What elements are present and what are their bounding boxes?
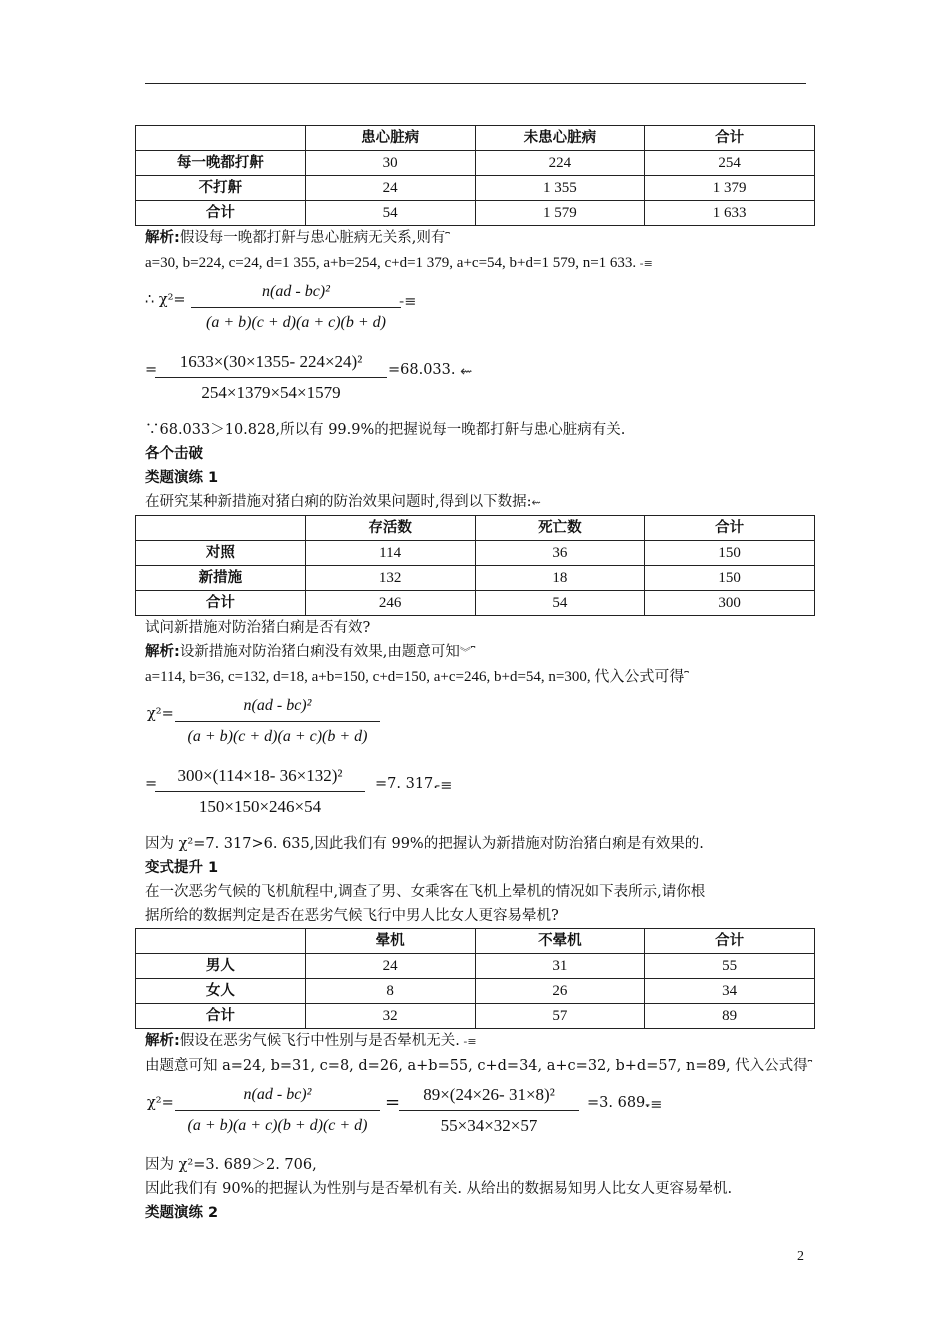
return-mark-icon: -≡ [435, 778, 453, 794]
table-header-cell: 合计 [645, 126, 815, 151]
page-content [135, 125, 815, 1225]
table-cell: 246 [305, 591, 475, 616]
row-label: 不打鼾 [136, 176, 306, 201]
table-header-cell: 合计 [645, 516, 815, 541]
table-dysentery [135, 515, 815, 616]
table-cell: 55 [645, 954, 815, 979]
return-mark-icon: ⇜ [531, 496, 541, 509]
solution1-intro [145, 226, 815, 251]
solution-text: 设新措施对防治猪白痢没有效果,由题意可知 [179, 644, 460, 660]
solution-text: 假设每一晚都打鼾与患心脏病无关系,则有 [179, 230, 446, 246]
table-row [136, 176, 815, 201]
header-rule [145, 83, 806, 84]
row-label: 每一晚都打鼾 [136, 151, 306, 176]
formula-numerator: n(ad - bc)² [191, 280, 401, 308]
table-cell: 224 [475, 151, 645, 176]
section-heading: 各个击破 [145, 446, 203, 462]
exercise1-ask: 试问新措施对防治猪白痢是否有效? [145, 620, 371, 636]
variant1-question-line1: 在一次恶劣气候的飞机航程中,调查了男、女乘客在飞机上晕机的情况如下表所示,请你根 [145, 884, 706, 900]
row-label: 合计 [136, 201, 306, 226]
table-heart-disease [135, 125, 815, 226]
table-cell: 24 [305, 954, 475, 979]
table-cell: 31 [475, 954, 645, 979]
variant1-heading: 变式提升 1 [145, 860, 219, 876]
calc-numerator: 89×(24×26- 31×8)² [399, 1083, 579, 1111]
solution-label: 解析: [145, 1033, 180, 1049]
page-number: 2 [797, 1249, 804, 1264]
calc-denominator: 254×1379×54×1579 [201, 383, 341, 402]
variant1-conclusion: 因此我们有 90%的把握认为性别与是否晕机有关. 从给出的数据易知男人比女人更容易晕机. [145, 1181, 733, 1197]
table-row [136, 566, 815, 591]
table-cell: 89 [645, 1004, 815, 1029]
exercise1-solution-intro [145, 640, 815, 665]
values-line: a=30, b=224, c=24, d=1 355, a+b=254, c+d=1 379, a+c=54, b+d=1 579, n=1 633. [145, 255, 637, 271]
calc-denominator: 55×34×32×57 [440, 1116, 538, 1135]
calc-result: =3. 689. [587, 1095, 650, 1111]
formula-fraction [175, 694, 380, 749]
return-mark-icon: -≡ [636, 257, 653, 270]
exercise1-conclusion: 因为 χ²=7. 317>6. 635,因此我们有 99%的把握认为新措施对防治猪白痢是有效果的. [145, 836, 704, 852]
table-cell: 32 [305, 1004, 475, 1029]
chi-label: χ²= [147, 706, 174, 722]
calc-fraction [155, 764, 365, 819]
row-label: 男人 [136, 954, 306, 979]
variant1-question-line2: 据所给的数据判定是否在恶劣气候飞行中男人比女人更容易晕机? [145, 908, 559, 924]
therefore-chi: ∴ χ²= [145, 292, 186, 308]
table-cell: 8 [305, 979, 475, 1004]
table-cell: 24 [305, 176, 475, 201]
row-label: 合计 [136, 1004, 306, 1029]
table-cell: 26 [475, 979, 645, 1004]
exercise1-values [145, 665, 815, 690]
return-mark-icon: ⎴ [445, 232, 450, 245]
table-header-cell [136, 516, 306, 541]
formula-denominator: (a + b)(c + d)(a + c)(b + d) [205, 314, 386, 331]
solution-label: 解析: [145, 644, 180, 660]
table-header-cell: 死亡数 [475, 516, 645, 541]
formula-numerator: n(ad - bc)² [175, 694, 380, 722]
return-mark-icon: ︾⎴ [459, 646, 476, 659]
table-cell: 34 [645, 979, 815, 1004]
table-header-row [136, 126, 815, 151]
table-header-row [136, 929, 815, 954]
row-label: 对照 [136, 541, 306, 566]
chi-formula-1 [135, 280, 815, 346]
table-header-cell: 不晕机 [475, 929, 645, 954]
variant1-values [145, 1054, 815, 1079]
table-header-cell [136, 929, 306, 954]
table-header-cell: 患心脏病 [305, 126, 475, 151]
table-cell: 30 [305, 151, 475, 176]
table-row [136, 979, 815, 1004]
return-mark-icon: -≡ [399, 294, 417, 310]
row-label: 新措施 [136, 566, 306, 591]
variant1-solution-intro [145, 1029, 815, 1054]
table-header-cell: 晕机 [305, 929, 475, 954]
return-mark-icon: ⎴ [807, 1060, 813, 1073]
variant1-because: 因为 χ²=3. 689＞2. 706, [145, 1157, 317, 1173]
table-cell: 54 [305, 201, 475, 226]
chi-calc-1: = $\frac{\text{1633×(30×1355- 224×24)²}}{254\times 1379\times 54\times 1579}$ =68.033. ⇜ [135, 350, 815, 416]
table-header-cell: 未患心脏病 [475, 126, 645, 151]
table-cell: 150 [645, 566, 815, 591]
table-cell: 54 [475, 591, 645, 616]
row-label: 女人 [136, 979, 306, 1004]
chi-calc-3: χ²= $\frac{\text{n(ad - bc)²}}{(a + b)(a + c)(b + d)(c + d)}$ = $\frac{\text{89×(24×26- 31×8)²}}{55\times 34\times 32\times 57}$ =3. 689. -≡ [135, 1083, 815, 1151]
table-cell: 254 [645, 151, 815, 176]
calc-result: =68.033. [388, 362, 456, 378]
formula-denominator: (a + b)(c + d)(a + c)(b + d) [187, 728, 368, 745]
table-cell: 1 633 [645, 201, 815, 226]
formula-denominator: (a + b)(a + c)(b + d)(c + d) [187, 1117, 368, 1134]
table-cell: 132 [305, 566, 475, 591]
table-cell: 1 379 [645, 176, 815, 201]
calc-fraction [399, 1083, 579, 1138]
exercise2-heading: 类题演练 2 [145, 1205, 219, 1221]
table-cell: 1 579 [475, 201, 645, 226]
table-cell: 114 [305, 541, 475, 566]
calc-numerator: 300×(114×18- 36×132)² [155, 764, 365, 792]
calc-fraction [155, 350, 387, 405]
table-cell: 18 [475, 566, 645, 591]
row-label: 合计 [136, 591, 306, 616]
return-mark-icon: ⎴ [684, 671, 689, 684]
values-line: 由题意可知 a=24, b=31, c=8, d=26, a+b=55, c+d=34, a+c=32, b+d=57, n=89, 代入公式得 [145, 1058, 808, 1074]
table-row [136, 541, 815, 566]
table-row [136, 954, 815, 979]
table-row [136, 591, 815, 616]
table-row [136, 151, 815, 176]
calc-numerator: 1633×(30×1355- 224×24)² [155, 350, 387, 378]
table-cell: 150 [645, 541, 815, 566]
exercise1-heading: 类题演练 1 [145, 470, 219, 486]
table-header-cell: 存活数 [305, 516, 475, 541]
solution-label: 解析: [145, 230, 180, 246]
return-mark-icon: -≡ [459, 1035, 477, 1048]
solution1-conclusion: ∵68.033＞10.828,所以有 99.9%的把握说每一晚都打鼾与患心脏病有关. [145, 422, 626, 438]
calc-result: =7. 317. [375, 776, 438, 792]
table-row [136, 1004, 815, 1029]
formula-numerator: n(ad - bc)² [175, 1083, 380, 1111]
table-cell: 36 [475, 541, 645, 566]
table-airsickness [135, 928, 815, 1029]
chi-formula-2 [135, 694, 815, 760]
table-cell: 300 [645, 591, 815, 616]
table-cell: 1 355 [475, 176, 645, 201]
return-mark-icon: ⇜ [460, 364, 473, 380]
solution1-values [145, 251, 815, 276]
return-mark-icon: -≡ [645, 1097, 663, 1113]
formula-fraction [191, 280, 401, 335]
table-header-cell [136, 126, 306, 151]
question-text: 在研究某种新措施对猪白痢的防治效果问题时,得到以下数据: [145, 494, 532, 510]
formula-fraction [175, 1083, 380, 1138]
table-header-cell: 合计 [645, 929, 815, 954]
solution-text: 假设在恶劣气候飞行中性别与是否晕机无关. [179, 1033, 460, 1049]
chi-calc-2: = $\frac{\text{300×(114×18- 36×132)²}}{150\times 150\times 246\times 54}$ =7. 317. -≡ [135, 764, 815, 830]
chi-label: χ²= [147, 1095, 174, 1111]
calc-denominator: 150×150×246×54 [198, 797, 322, 816]
table-row [136, 201, 815, 226]
values-line: a=114, b=36, c=132, d=18, a+b=150, c+d=150, a+c=246, b+d=54, n=300, 代入公式可得 [145, 669, 685, 685]
table-cell: 57 [475, 1004, 645, 1029]
table-header-row [136, 516, 815, 541]
exercise1-question [145, 490, 815, 515]
